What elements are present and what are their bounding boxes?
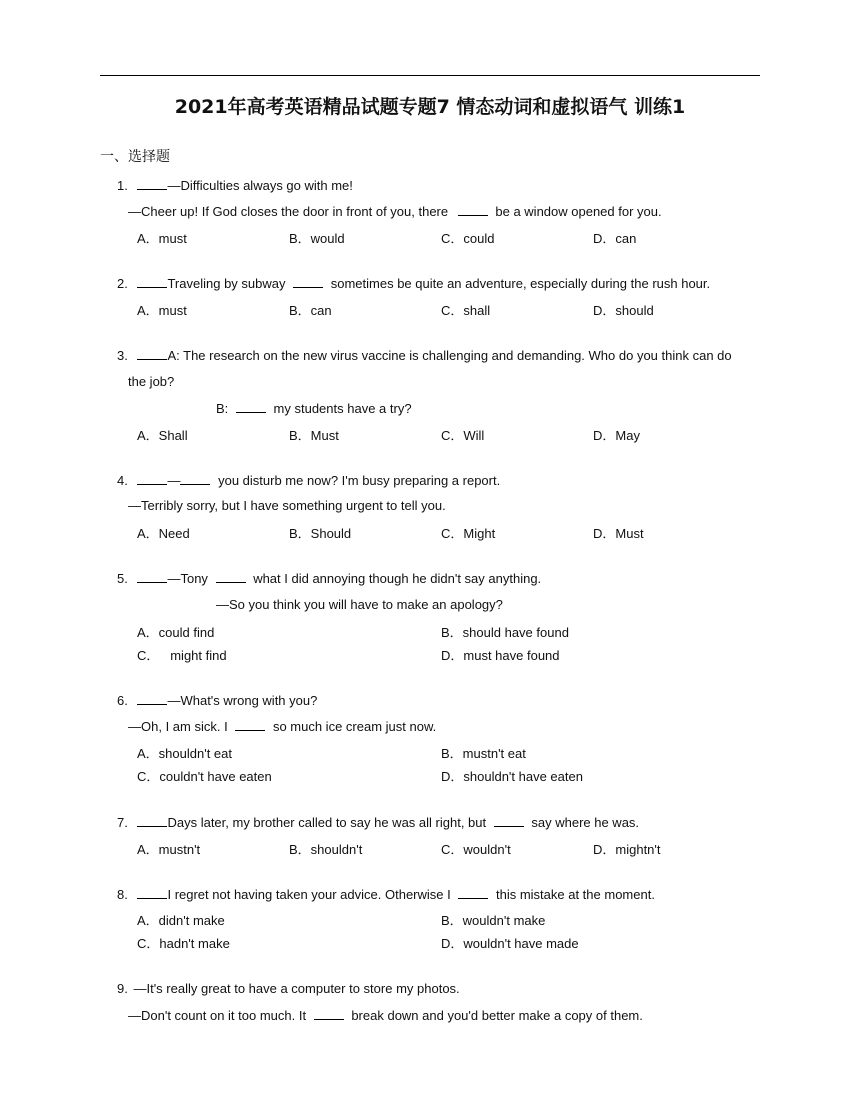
answer-blank[interactable] — [314, 1007, 344, 1020]
option-a[interactable]: A．must — [137, 303, 187, 318]
answer-blank[interactable] — [137, 472, 167, 485]
question-text: you disturb me now? I'm busy preparing a report. — [218, 473, 501, 488]
option-b[interactable]: B．can — [289, 303, 332, 318]
question-number: 9. — [117, 981, 128, 996]
question-text: Traveling by subway — [167, 276, 286, 291]
question-text: my students have a try? — [273, 401, 412, 416]
question-text: say where he was. — [531, 815, 640, 830]
answer-blank[interactable] — [137, 814, 167, 827]
answer-blank[interactable] — [137, 275, 167, 288]
answer-blank[interactable] — [458, 203, 488, 216]
question-text: A: The research on the new virus vaccine is challenging and demanding. Who do you think can do — [167, 348, 732, 363]
question-text: —Difficulties always go with me! — [167, 178, 353, 193]
question-text: sometimes be quite an adventure, especially during the rush hour. — [330, 276, 711, 291]
question-number: 3. — [117, 348, 128, 363]
question-number: 8. — [117, 887, 128, 902]
option-a[interactable]: A．shouldn't eat — [137, 746, 232, 761]
question-5-line-2: —So you think you will have to make an apology? — [216, 597, 503, 612]
question-text: —What's wrong with you? — [167, 693, 318, 708]
option-d[interactable]: D．Must — [593, 526, 644, 541]
option-c[interactable]: C．shall — [441, 303, 491, 318]
question-3-line-2: the job? — [128, 374, 175, 389]
question-3-line-3 — [216, 400, 412, 416]
section-heading: 一、选择题 — [100, 149, 170, 165]
option-c[interactable]: C． might find — [137, 648, 227, 663]
question-8-line-1 — [117, 886, 655, 902]
answer-blank[interactable] — [458, 886, 488, 899]
option-c[interactable]: C．Will — [441, 428, 485, 443]
option-d[interactable]: D．must have found — [441, 648, 560, 663]
document-title: 2021年高考英语精品试题专题7 情态动词和虚拟语气 训练1 — [174, 96, 686, 118]
option-d[interactable]: D．mightn't — [593, 842, 661, 857]
question-text: —It's really great to have a computer to store my photos. — [133, 981, 460, 996]
question-text: be a window opened for you. — [495, 204, 662, 219]
option-a[interactable]: A．must — [137, 231, 187, 246]
question-text: so much ice cream just now. — [272, 719, 437, 734]
question-5-line-1 — [117, 570, 541, 586]
option-c[interactable]: C．Might — [441, 526, 496, 541]
question-number: 1. — [117, 178, 128, 193]
option-b[interactable]: B．should have found — [441, 625, 569, 640]
answer-blank[interactable] — [137, 177, 167, 190]
speaker-label: B: — [216, 401, 229, 416]
question-text: Days later, my brother called to say he was all right, but — [167, 815, 487, 830]
question-text: —Tony — [167, 571, 208, 586]
option-b[interactable]: B．Should — [289, 526, 352, 541]
question-3-line-1 — [117, 347, 732, 363]
option-c[interactable]: C．wouldn't — [441, 842, 511, 857]
question-text: this mistake at the moment. — [495, 887, 655, 902]
question-7-line-1 — [117, 814, 639, 830]
option-a[interactable]: A．Need — [137, 526, 190, 541]
option-b[interactable]: B．Must — [289, 428, 339, 443]
question-1-line-2 — [128, 203, 662, 219]
question-text: —Cheer up! If God closes the door in front of you, there — [128, 204, 449, 219]
answer-blank[interactable] — [137, 692, 167, 705]
question-text: break down and you'd better make a copy of them. — [351, 1008, 643, 1023]
option-b[interactable]: B．wouldn't make — [441, 913, 546, 928]
answer-blank[interactable] — [137, 570, 167, 583]
answer-blank[interactable] — [137, 886, 167, 899]
option-b[interactable]: B．would — [289, 231, 345, 246]
answer-blank[interactable] — [216, 570, 246, 583]
question-number: 2. — [117, 276, 128, 291]
answer-blank[interactable] — [236, 400, 266, 413]
question-text: —Oh, I am sick. I — [128, 719, 228, 734]
option-d[interactable]: D．should — [593, 303, 654, 318]
question-4-line-2: —Terribly sorry, but I have something urgent to tell you. — [128, 498, 446, 513]
option-c[interactable]: C．could — [441, 231, 495, 246]
question-9-line-2 — [128, 1007, 643, 1023]
option-d[interactable]: D．shouldn't have eaten — [441, 769, 583, 784]
question-number: 7. — [117, 815, 128, 830]
question-9-line-1 — [117, 981, 460, 996]
option-d[interactable]: D．May — [593, 428, 640, 443]
option-a[interactable]: A．mustn't — [137, 842, 201, 857]
question-4-line-1 — [117, 472, 500, 488]
option-d[interactable]: D．wouldn't have made — [441, 936, 579, 951]
option-c[interactable]: C．couldn't have eaten — [137, 769, 272, 784]
dash: — — [167, 473, 181, 488]
option-b[interactable]: B．shouldn't — [289, 842, 363, 857]
answer-blank[interactable] — [180, 472, 210, 485]
question-number: 4. — [117, 473, 128, 488]
option-a[interactable]: A．could find — [137, 625, 215, 640]
option-d[interactable]: D．can — [593, 231, 637, 246]
question-text: what I did annoying though he didn't say anything. — [253, 571, 542, 586]
question-number: 5. — [117, 571, 128, 586]
question-text: —Don't count on it too much. It — [128, 1008, 307, 1023]
answer-blank[interactable] — [494, 814, 524, 827]
option-b[interactable]: B．mustn't eat — [441, 746, 526, 761]
question-text: I regret not having taken your advice. Otherwise I — [167, 887, 451, 902]
question-6-line-2 — [128, 718, 436, 734]
option-a[interactable]: A．Shall — [137, 428, 188, 443]
answer-blank[interactable] — [137, 347, 167, 360]
question-1-line-1 — [117, 177, 353, 193]
question-6-line-1 — [117, 692, 317, 708]
question-2-line-1 — [117, 275, 710, 291]
option-a[interactable]: A．didn't make — [137, 913, 225, 928]
answer-blank[interactable] — [235, 718, 265, 731]
question-number: 6. — [117, 693, 128, 708]
answer-blank[interactable] — [293, 275, 323, 288]
header-rule — [100, 75, 760, 76]
option-c[interactable]: C．hadn't make — [137, 936, 230, 951]
